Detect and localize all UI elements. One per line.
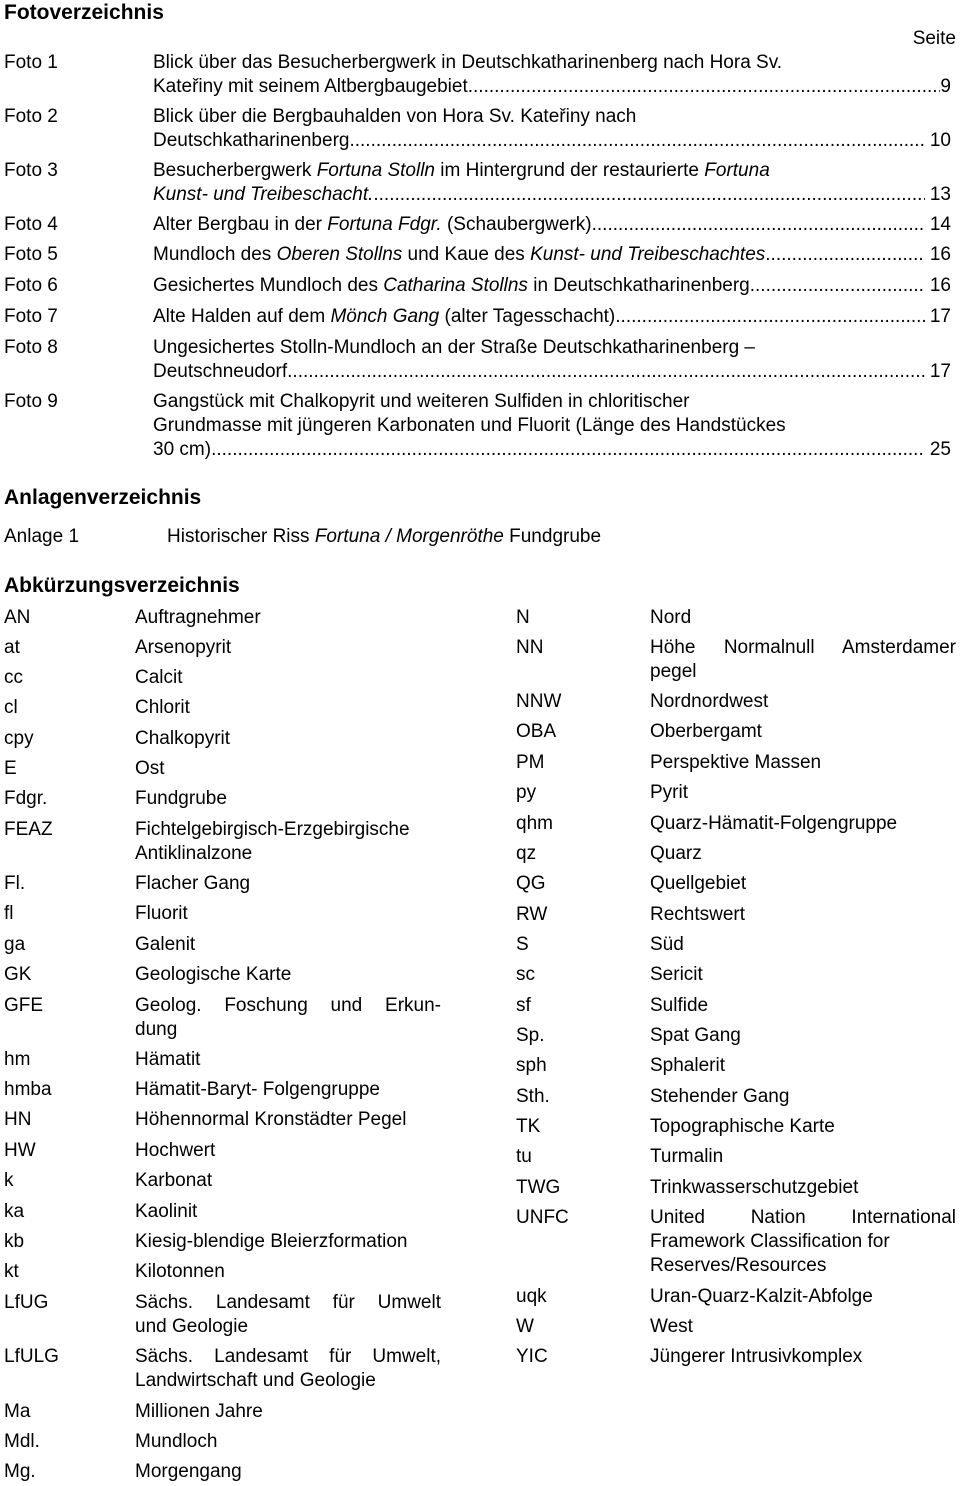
abbreviation-meaning <box>135 666 441 690</box>
page-number: 9 <box>940 76 951 97</box>
abbreviation-meaning-line: Fichtelgebirgisch-Erzgebirgische <box>135 819 410 840</box>
abbreviation-meaning <box>135 872 441 896</box>
foto-desc-italic: Catharina Stollns <box>383 275 528 296</box>
abbreviation-meaning <box>650 1176 956 1200</box>
abbreviation: Ma <box>4 1401 31 1422</box>
dot-leader <box>211 438 925 462</box>
foto-label: Foto 7 <box>4 306 58 327</box>
abbreviation: HW <box>4 1140 36 1161</box>
abbreviation-meaning-line: Chalkopyrit <box>135 728 231 749</box>
abbreviation: Mg. <box>4 1461 36 1482</box>
foto-desc-line: Ungesichertes Stolln-Mundloch an der Straße Deutschkatharinenberg – <box>153 337 755 358</box>
foto-desc-text: Deutschkatharinenberg <box>153 130 350 151</box>
abbreviation-list-left <box>4 606 464 1486</box>
foto-desc-text <box>153 213 592 237</box>
abbreviation-meaning-line: Stehender Gang <box>650 1086 790 1107</box>
dot-leader <box>615 305 924 329</box>
abbreviation-meaning <box>135 757 441 781</box>
abbreviation-meaning <box>135 1048 441 1072</box>
abbreviation: TWG <box>516 1177 561 1198</box>
abbreviation: HN <box>4 1109 32 1130</box>
dot-leader <box>750 274 925 298</box>
abbreviation-meaning <box>135 1460 441 1484</box>
foto-desc-text: Deutschneudorf <box>153 361 288 382</box>
abbreviation-meaning-line: Calcit <box>135 667 183 688</box>
abbreviation-meaning-line: Geolog. Foschung und Erkun- <box>135 995 441 1016</box>
anlage-desc-italic: Fortuna / Morgenröthe <box>314 526 504 547</box>
foto-entry <box>153 213 951 237</box>
page-number <box>925 129 951 153</box>
abbreviation-meaning <box>135 1169 441 1193</box>
abbreviation: LfUG <box>4 1292 49 1313</box>
anlage-label: Anlage 1 <box>4 526 80 547</box>
foto-entry <box>153 336 951 384</box>
abbreviation: ga <box>4 934 26 955</box>
seite-label: Seite <box>912 28 956 49</box>
abbreviation-meaning-line: Sericit <box>650 964 703 985</box>
abbreviation-meaning <box>650 1115 956 1139</box>
abbreviation-meaning <box>650 606 956 630</box>
abbreviation-meaning <box>650 720 956 744</box>
abbreviation-meaning <box>135 818 441 866</box>
page-number <box>925 243 951 267</box>
abbreviation-meaning-line: Arsenopyrit <box>135 637 232 658</box>
abbreviation: PM <box>516 752 545 773</box>
abbreviation-meaning-line: Pyrit <box>650 782 688 803</box>
section-title-abkuerzungsverzeichnis: Abkürzungsverzeichnis <box>4 574 240 597</box>
abbreviation: sc <box>516 964 535 985</box>
page-number-value: 17 <box>929 306 951 327</box>
abbreviation: Mdl. <box>4 1431 40 1452</box>
abbreviation: Sp. <box>516 1025 545 1046</box>
abbreviation-meaning <box>650 636 956 684</box>
abbreviation: qhm <box>516 813 553 834</box>
abbreviation-meaning-line: Hochwert <box>135 1140 216 1161</box>
abbreviation: hm <box>4 1049 31 1070</box>
page-number <box>925 274 951 298</box>
abbreviation-meaning <box>650 812 956 836</box>
abbreviation-meaning <box>135 1200 441 1224</box>
foto-label: Foto 1 <box>4 52 58 73</box>
dot-leader <box>287 360 924 384</box>
dot-leader <box>765 243 924 267</box>
abbreviation-meaning <box>650 1024 956 1048</box>
abbreviation-meaning <box>650 994 956 1018</box>
foto-desc-part: Mundloch des <box>153 244 277 265</box>
abbreviation: FEAZ <box>4 819 53 840</box>
abbreviation-meaning-line: Ost <box>135 758 165 779</box>
abbreviation: OBA <box>516 721 557 742</box>
abbreviation-meaning-line: Geologische Karte <box>135 964 292 985</box>
abbreviation-meaning-line: Reserves/Resources <box>650 1255 827 1276</box>
foto-desc-italic: Oberen Stollns <box>276 244 403 265</box>
abbreviation-meaning <box>650 1145 956 1169</box>
foto-desc-italic: Fortuna <box>704 160 770 181</box>
foto-desc-italic: Mönch Gang <box>330 306 440 327</box>
foto-desc-text: Besucherbergwerk <box>153 160 317 181</box>
abbreviation: tu <box>516 1146 532 1167</box>
abbreviation-meaning <box>135 606 441 630</box>
abbreviation-meaning <box>135 1230 441 1254</box>
foto-desc-text: Kateřiny mit seinem Altbergbaugebiet. <box>153 76 474 97</box>
foto-desc-part: und Kaue des <box>402 244 531 265</box>
abbreviation-meaning <box>650 1315 956 1339</box>
abbreviation-meaning-line: Uran-Quarz-Kalzit-Abfolge <box>650 1286 873 1307</box>
abbreviation-meaning-line: Sphalerit <box>650 1055 725 1076</box>
page-number-value: 25 <box>929 439 951 460</box>
abbreviation-meaning-line: pegel <box>650 661 697 682</box>
foto-desc-italic: Fortuna Stolln <box>316 160 435 181</box>
abbreviation: qz <box>516 843 537 864</box>
foto-desc-text <box>153 274 750 298</box>
abbreviation-meaning-line: Morgengang <box>135 1461 242 1482</box>
abbreviation-meaning <box>650 690 956 714</box>
abbreviation-meaning-line: Galenit <box>135 934 196 955</box>
page-number <box>925 360 951 384</box>
abbreviation-meaning-line: Sächs. Landesamt für Umwelt, <box>135 1346 441 1367</box>
dot-leader <box>592 213 925 237</box>
abbreviation: cpy <box>4 728 34 749</box>
abbreviation-meaning-line: Kaolinit <box>135 1201 198 1222</box>
abbreviation-meaning-line: Hämatit-Baryt- Folgengruppe <box>135 1079 380 1100</box>
foto-entry <box>153 51 951 99</box>
abbreviation-meaning <box>650 1085 956 1109</box>
abbreviation-meaning <box>650 1345 956 1369</box>
abbreviation: hmba <box>4 1079 52 1100</box>
abbreviation-meaning <box>650 842 956 866</box>
abbreviation: UNFC <box>516 1207 569 1228</box>
foto-desc-line: Blick über die Bergbauhalden von Hora Sv. Kateřiny nach <box>153 106 637 127</box>
abbreviation-meaning-line: dung <box>135 1019 178 1040</box>
foto-desc-text <box>153 243 765 267</box>
foto-desc-italic: Kunst- und Treibeschachtes <box>530 244 766 265</box>
abbreviation: NNW <box>516 691 562 712</box>
foto-desc-part: (Schaubergwerk) <box>441 214 592 235</box>
abbreviation-meaning-line: Millionen Jahre <box>135 1401 263 1422</box>
foto-label: Foto 4 <box>4 214 58 235</box>
dot-leader <box>373 183 924 207</box>
abbreviation-meaning <box>135 1345 441 1393</box>
abbreviation-meaning <box>135 1400 441 1424</box>
abbreviation-meaning <box>650 1054 956 1078</box>
abbreviation-meaning-line: Fundgrube <box>135 788 227 809</box>
abbreviation: kt <box>4 1261 19 1282</box>
foto-desc-part: in Deutschkatharinenberg <box>527 275 750 296</box>
abbreviation: AN <box>4 607 31 628</box>
abbreviation: k <box>4 1170 14 1191</box>
abbreviation: py <box>516 782 537 803</box>
abbreviation-meaning <box>135 1078 441 1102</box>
abbreviation: Fdgr. <box>4 788 48 809</box>
abbreviation: ka <box>4 1201 25 1222</box>
abbreviation-meaning-line: Trinkwasserschutzgebiet <box>650 1177 859 1198</box>
abbreviation-meaning-line: Quarz <box>650 843 702 864</box>
dot-leader <box>349 129 924 153</box>
abbreviation-meaning <box>135 1430 441 1454</box>
abbreviation-meaning-line: Quarz-Hämatit-Folgengruppe <box>650 813 898 834</box>
abbreviation-list-right <box>516 606 958 1486</box>
abbreviation: kb <box>4 1231 25 1252</box>
abbreviation-meaning <box>650 781 956 805</box>
page-number-value: 16 <box>929 244 951 265</box>
page-number-value: 14 <box>929 214 951 235</box>
abbreviation-meaning-line: Topographische Karte <box>650 1116 835 1137</box>
abbreviation: LfULG <box>4 1346 59 1367</box>
abbreviation-meaning <box>135 727 441 751</box>
foto-desc-leader-line <box>153 438 951 462</box>
foto-label: Foto 5 <box>4 244 58 265</box>
foto-label: Foto 9 <box>4 391 58 412</box>
abbreviation: RW <box>516 904 548 925</box>
foto-desc-text <box>153 305 615 329</box>
foto-desc-part: Alter Bergbau in der <box>153 214 328 235</box>
abbreviation-meaning <box>650 751 956 775</box>
foto-entry <box>153 243 951 267</box>
abbreviation: GK <box>4 964 32 985</box>
foto-desc-line <box>153 159 951 183</box>
abbreviation-meaning <box>135 787 441 811</box>
abbreviation-meaning <box>135 963 441 987</box>
abbreviation-meaning-line: Höhe Normalnull Amsterdamer <box>650 637 956 658</box>
abbreviation: cc <box>4 667 23 688</box>
abbreviation-meaning <box>135 636 441 660</box>
abbreviation: TK <box>516 1116 541 1137</box>
foto-label: Foto 2 <box>4 106 58 127</box>
foto-desc-line: Blick über das Besucherbergwerk in Deutschkatharinenberg nach Hora Sv. <box>153 52 783 73</box>
foto-desc-leader-line <box>153 360 951 384</box>
abbreviation-meaning <box>135 933 441 957</box>
section-title-anlagenverzeichnis: Anlagenverzeichnis <box>4 486 202 509</box>
abbreviation-meaning <box>135 994 441 1042</box>
foto-desc-part: Gesichertes Mundloch des <box>153 275 384 296</box>
foto-desc-leader-line <box>153 75 951 99</box>
abbreviation: QG <box>516 873 546 894</box>
abbreviation: GFE <box>4 995 44 1016</box>
abbreviation: cl <box>4 697 18 718</box>
abbreviation-meaning-line: Turmalin <box>650 1146 724 1167</box>
abbreviation-meaning <box>650 963 956 987</box>
section-title-fotoverzeichnis: Fotoverzeichnis <box>4 1 164 24</box>
abbreviation: at <box>4 637 20 658</box>
abbreviation-meaning-line: Framework Classification for <box>650 1231 890 1252</box>
abbreviation-meaning <box>650 1206 956 1278</box>
abbreviation: N <box>516 607 530 628</box>
page-number <box>925 438 951 462</box>
foto-label: Foto 6 <box>4 275 58 296</box>
abbreviation-meaning <box>135 1108 441 1132</box>
abbreviation-meaning-line: Kilotonnen <box>135 1261 225 1282</box>
abbreviation: uqk <box>516 1286 547 1307</box>
page-number-value: 16 <box>929 275 951 296</box>
abbreviation-meaning-line: Flacher Gang <box>135 873 251 894</box>
abbreviation: Sth. <box>516 1086 550 1107</box>
foto-entry <box>153 390 951 462</box>
foto-desc-text: 30 cm) <box>153 439 212 460</box>
foto-desc-leader-line <box>153 183 951 207</box>
foto-desc-text: im Hintergrund der restaurierte <box>435 160 705 181</box>
abbreviation: fl <box>4 903 14 924</box>
foto-desc-italic: Fortuna Fdgr. <box>327 214 442 235</box>
foto-desc-line: Grundmasse mit jüngeren Karbonaten und Fluorit (Länge des Handstückes <box>153 415 786 436</box>
abbreviation-meaning <box>135 902 441 926</box>
abbreviation-meaning-line: Sächs. Landesamt für Umwelt <box>135 1292 441 1313</box>
foto-desc-leader-line <box>153 129 951 153</box>
abbreviation: sph <box>516 1055 547 1076</box>
abbreviation-meaning-line: Chlorit <box>135 697 190 718</box>
abbreviation-meaning-line: Kiesig-blendige Bleierzformation <box>135 1231 408 1252</box>
abbreviation-meaning-line: Spat Gang <box>650 1025 741 1046</box>
foto-entry <box>153 159 951 207</box>
abbreviation-meaning-line: Karbonat <box>135 1170 213 1191</box>
abbreviation-meaning-line: Landwirtschaft und Geologie <box>135 1370 376 1391</box>
abbreviation-meaning-line: Rechtswert <box>650 904 746 925</box>
page-number-value: 13 <box>929 184 951 205</box>
foto-desc-italic: Kunst- und Treibeschacht. <box>153 184 374 205</box>
page-number-value: 10 <box>929 130 951 151</box>
abbreviation-meaning-line: Perspektive Massen <box>650 752 822 773</box>
anlage-desc <box>167 525 601 549</box>
page-number <box>925 183 951 207</box>
abbreviation: YIC <box>516 1346 548 1367</box>
abbreviation-meaning-line: Sulfide <box>650 995 709 1016</box>
abbreviation-meaning-line: Nord <box>650 607 692 628</box>
dot-leader <box>473 75 940 99</box>
abbreviation-meaning-line: Quellgebiet <box>650 873 747 894</box>
abbreviation-meaning-line: Fluorit <box>135 903 188 924</box>
abbreviation-meaning-line: Antiklinalzone <box>135 843 253 864</box>
abbreviation-meaning-line: Jüngerer Intrusivkomplex <box>650 1346 863 1367</box>
abbreviation-meaning-line: und Geologie <box>135 1316 249 1337</box>
abbreviation: S <box>516 934 529 955</box>
abbreviation-meaning-line: Oberbergamt <box>650 721 762 742</box>
abbreviation-meaning-line: Mundloch <box>135 1431 218 1452</box>
abbreviation-meaning <box>650 1285 956 1309</box>
abbreviation-meaning <box>135 696 441 720</box>
abbreviation-meaning-line: Höhennormal Kronstädter Pegel <box>135 1109 407 1130</box>
abbreviation: Fl. <box>4 873 26 894</box>
abbreviation-meaning-line: Hämatit <box>135 1049 201 1070</box>
foto-entry <box>153 105 951 153</box>
abbreviation: sf <box>516 995 531 1016</box>
abbreviation-meaning <box>650 903 956 927</box>
foto-label: Foto 8 <box>4 337 58 358</box>
foto-desc-line: Gangstück mit Chalkopyrit und weiteren Sulfiden in chloritischer <box>153 391 690 412</box>
foto-label: Foto 3 <box>4 160 58 181</box>
abbreviation-meaning-line: Süd <box>650 934 684 955</box>
abbreviation-meaning-line: Nordnordwest <box>650 691 769 712</box>
abbreviation-meaning <box>135 1260 441 1284</box>
foto-desc-part: (alter Tagesschacht) <box>439 306 616 327</box>
anlage-desc-part: Fundgrube <box>503 526 602 547</box>
anlage-desc-part: Historischer Riss <box>167 526 315 547</box>
abbreviation-meaning <box>650 872 956 896</box>
page-number <box>925 213 951 237</box>
abbreviation-meaning <box>135 1291 441 1339</box>
abbreviation-meaning-line: Auftragnehmer <box>135 607 261 628</box>
abbreviation: E <box>4 758 17 779</box>
abbreviation-meaning <box>650 933 956 957</box>
abbreviation: NN <box>516 637 544 658</box>
abbreviation-meaning-line: United Nation International <box>650 1207 956 1228</box>
foto-entry <box>153 274 951 298</box>
foto-entry <box>153 305 951 329</box>
page-number <box>925 305 951 329</box>
page-number-value: 17 <box>929 361 951 382</box>
abbreviation-meaning-line: West <box>650 1316 693 1337</box>
abbreviation: W <box>516 1316 534 1337</box>
abbreviation-meaning <box>135 1139 441 1163</box>
foto-desc-part: Alte Halden auf dem <box>153 306 331 327</box>
